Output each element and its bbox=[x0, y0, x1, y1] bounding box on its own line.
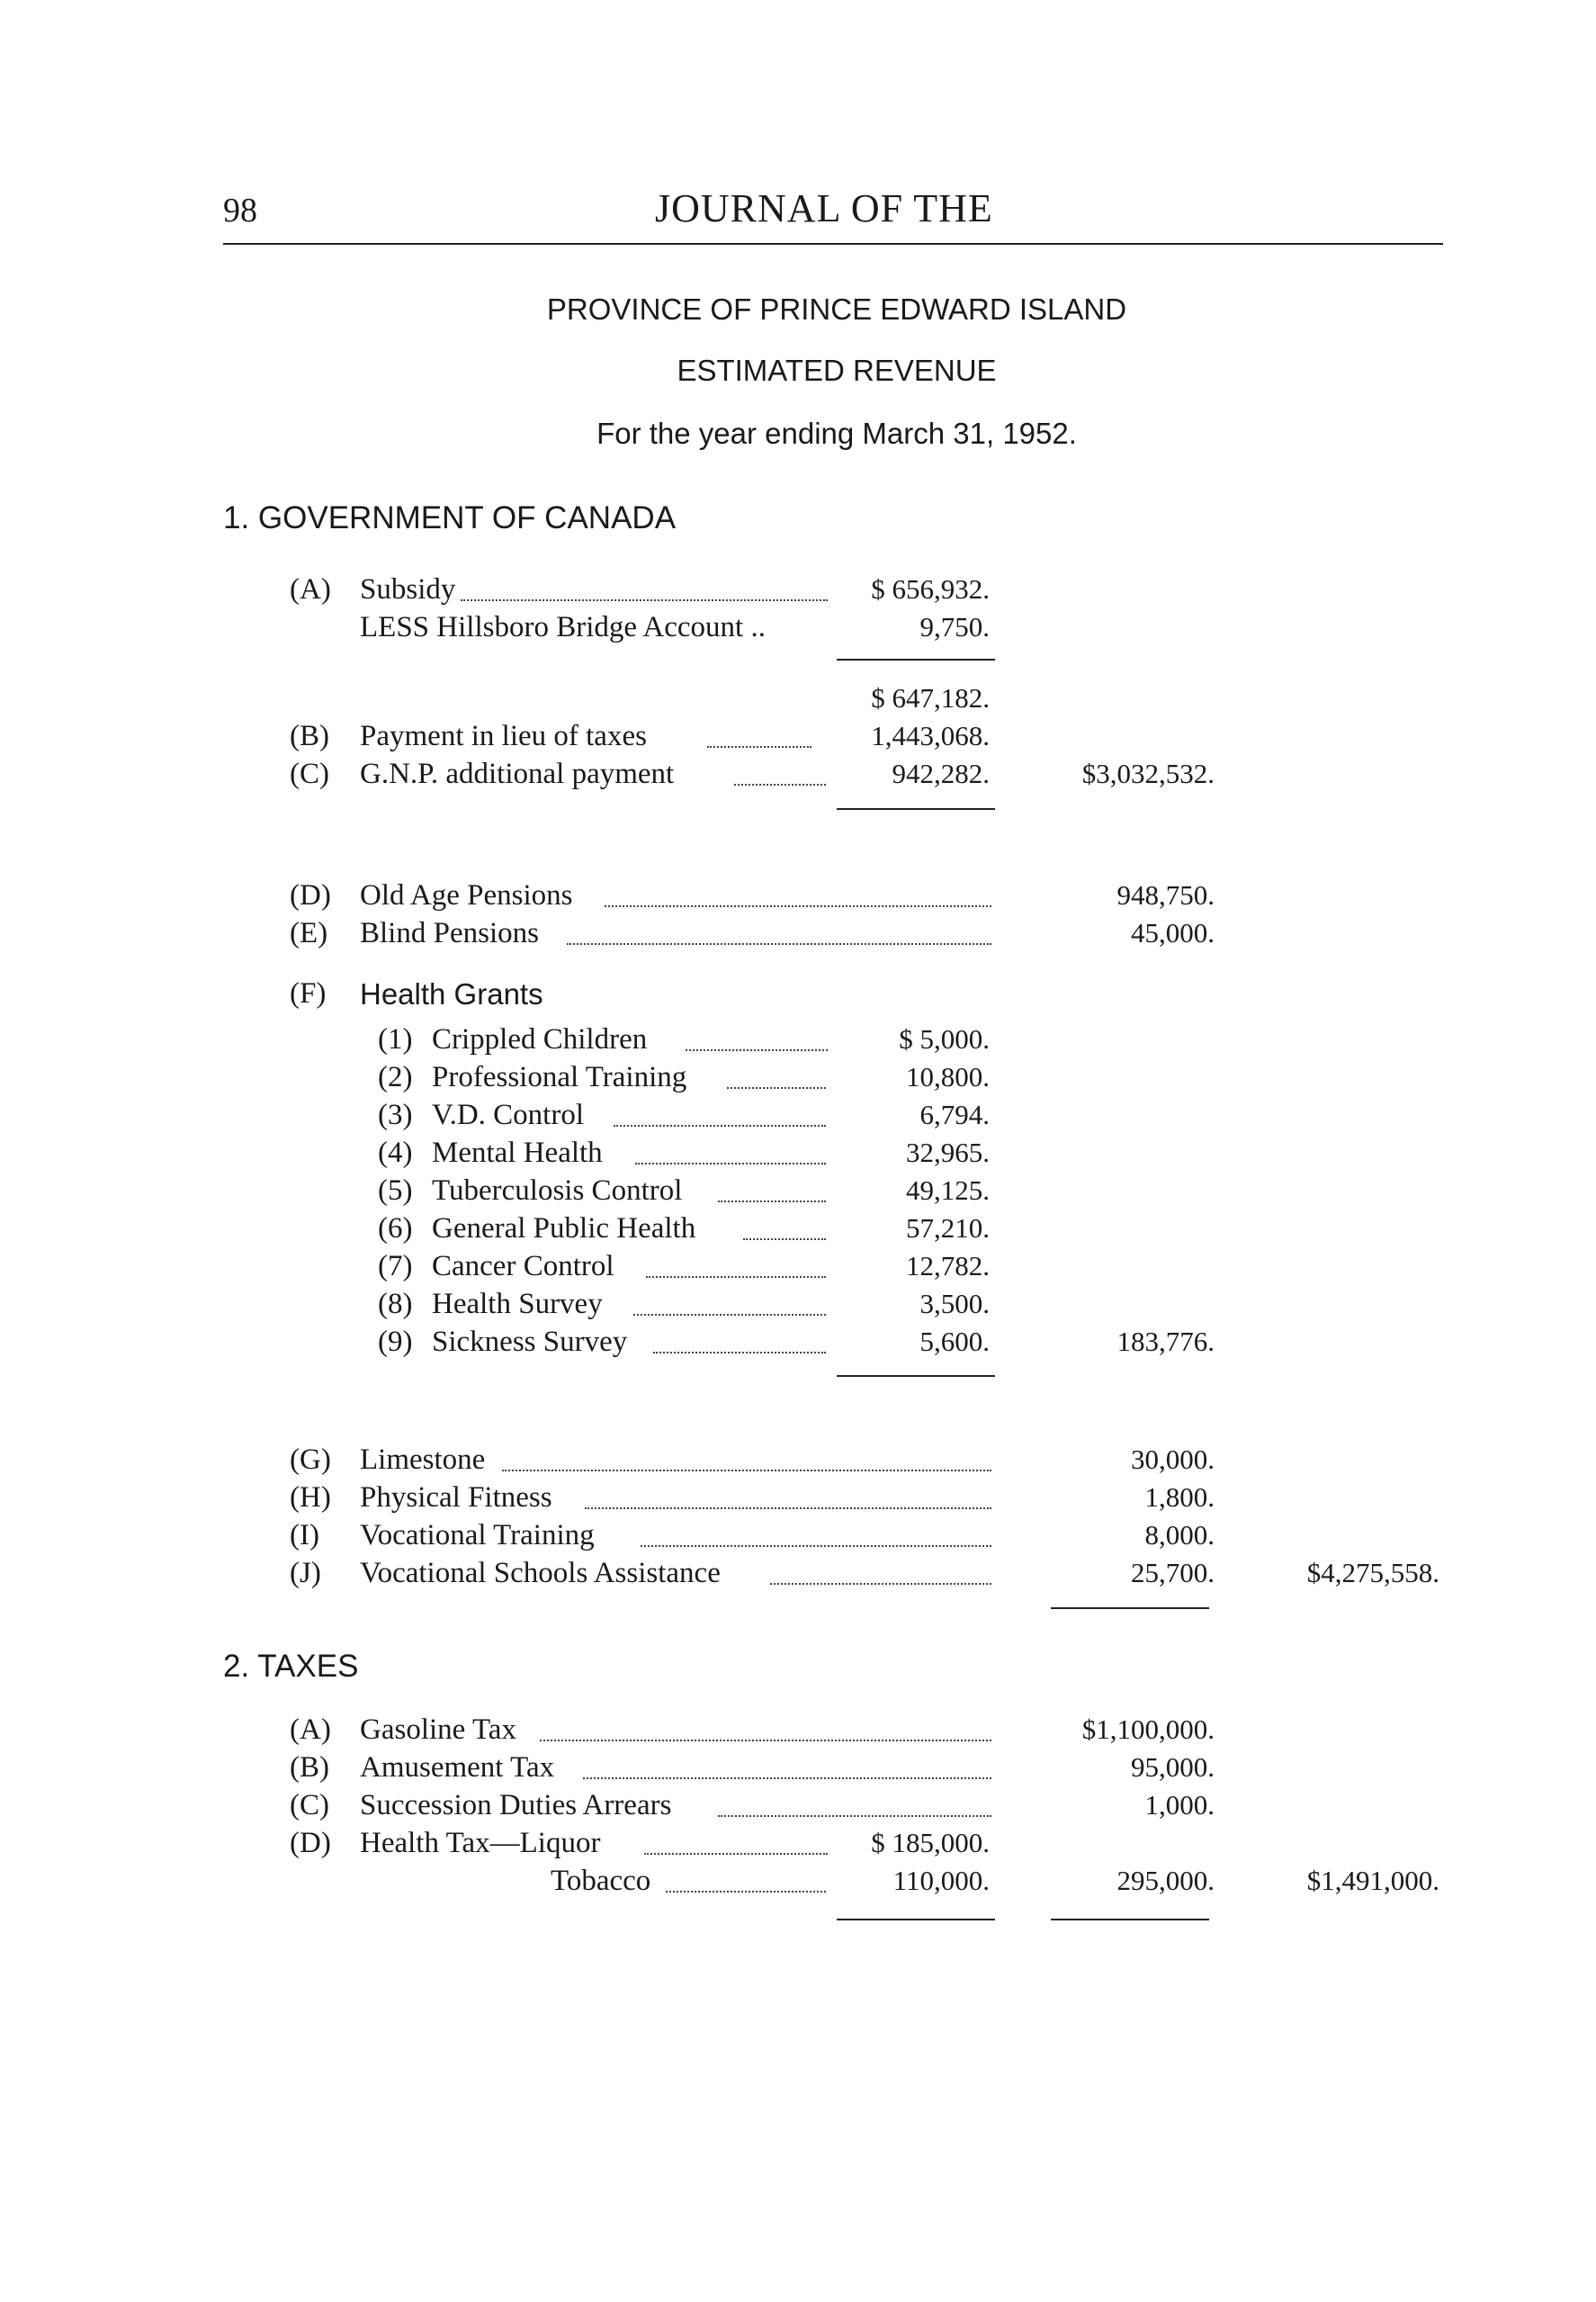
grant-number: (5) bbox=[378, 1174, 413, 1207]
leader-dots bbox=[633, 1314, 826, 1316]
item-letter: (J) bbox=[290, 1557, 321, 1589]
item-letter: (D) bbox=[290, 879, 331, 912]
subtotal-rule bbox=[1051, 1919, 1209, 1920]
grant-number: (9) bbox=[378, 1326, 413, 1358]
grant-label: V.D. Control bbox=[432, 1099, 584, 1131]
value-physical-fitness: 1,800. bbox=[1144, 1481, 1215, 1513]
item-letter: (C) bbox=[290, 758, 329, 790]
item-label-vocational-schools: Vocational Schools Assistance bbox=[360, 1557, 721, 1589]
item-label-less-bridge: LESS Hillsboro Bridge Account .. bbox=[360, 611, 766, 643]
title-province: PROVINCE OF PRINCE EDWARD ISLAND bbox=[546, 292, 1127, 326]
item-letter: (B) bbox=[290, 720, 329, 752]
item-letter: (I) bbox=[290, 1519, 319, 1551]
leader-dots bbox=[707, 746, 811, 748]
grant-label: Sickness Survey bbox=[432, 1326, 628, 1358]
grant-number: (6) bbox=[378, 1212, 413, 1245]
item-letter: (E) bbox=[290, 917, 328, 949]
title-estimated-revenue: ESTIMATED REVENUE bbox=[677, 354, 997, 387]
leader-dots bbox=[718, 1815, 991, 1817]
header-rule bbox=[223, 243, 1443, 245]
grant-value: 10,800. bbox=[906, 1061, 990, 1093]
subtotal-rule bbox=[837, 659, 995, 661]
subtotal-rule bbox=[837, 1919, 995, 1920]
value-net-subsidy: $ 647,182. bbox=[871, 682, 990, 714]
grant-label: Crippled Children bbox=[432, 1023, 648, 1056]
item-label-succession-duties: Succession Duties Arrears bbox=[360, 1789, 672, 1821]
item-label-gasoline-tax: Gasoline Tax bbox=[360, 1713, 516, 1746]
item-letter: (F) bbox=[290, 977, 327, 1010]
item-label-physical-fitness: Physical Fitness bbox=[360, 1481, 552, 1514]
value-amusement-tax: 95,000. bbox=[1131, 1751, 1215, 1783]
value-vocational-schools: 25,700. bbox=[1131, 1557, 1215, 1588]
leader-dots bbox=[635, 1163, 826, 1164]
total-section-taxes: $1,491,000. bbox=[1306, 1865, 1439, 1896]
total-section-government: $4,275,558. bbox=[1306, 1557, 1439, 1588]
item-letter: (G) bbox=[290, 1443, 331, 1476]
leader-dots bbox=[666, 1891, 826, 1893]
grant-value: 6,794. bbox=[919, 1099, 990, 1130]
leader-dots bbox=[605, 905, 991, 907]
grant-value: 32,965. bbox=[906, 1137, 990, 1168]
value-succession-duties: 1,000. bbox=[1144, 1789, 1215, 1821]
leader-dots bbox=[583, 1777, 991, 1779]
value-blind-pensions: 45,000. bbox=[1131, 917, 1215, 949]
value-gasoline-tax: $1,100,000. bbox=[1081, 1713, 1215, 1745]
grant-label: Mental Health bbox=[432, 1137, 603, 1169]
leader-dots bbox=[641, 1545, 991, 1547]
total-government-grants: $3,032,532. bbox=[1081, 758, 1215, 789]
item-letter: (D) bbox=[290, 1827, 331, 1859]
grant-value: $ 5,000. bbox=[899, 1023, 990, 1055]
leader-dots bbox=[567, 943, 991, 945]
leader-dots bbox=[614, 1125, 826, 1127]
subtotal-rule bbox=[1051, 1607, 1209, 1609]
grant-value: 49,125. bbox=[906, 1174, 990, 1206]
grant-number: (4) bbox=[378, 1137, 413, 1169]
item-label-amusement-tax: Amusement Tax bbox=[360, 1751, 555, 1784]
item-label-subsidy: Subsidy bbox=[360, 573, 456, 606]
item-letter: (H) bbox=[290, 1481, 331, 1514]
item-label-limestone: Limestone bbox=[360, 1443, 486, 1476]
grant-number: (8) bbox=[378, 1288, 413, 1320]
grant-label: Health Survey bbox=[432, 1288, 603, 1320]
subtotal-rule bbox=[837, 808, 995, 810]
grant-value: 57,210. bbox=[906, 1212, 990, 1244]
leader-dots bbox=[644, 1853, 828, 1855]
value-health-tax-liquor: $ 185,000. bbox=[871, 1827, 990, 1858]
subtotal-rule bbox=[837, 1375, 995, 1377]
value-vocational-training: 8,000. bbox=[1144, 1519, 1215, 1551]
page-number: 98 bbox=[223, 192, 257, 229]
grant-number: (1) bbox=[378, 1023, 413, 1056]
value-tobacco: 110,000. bbox=[892, 1865, 990, 1896]
grant-label: General Public Health bbox=[432, 1212, 696, 1245]
grant-number: (3) bbox=[378, 1099, 413, 1131]
value-less-bridge: 9,750. bbox=[919, 611, 990, 643]
leader-dots bbox=[646, 1276, 826, 1278]
item-letter: (B) bbox=[290, 1751, 329, 1784]
leader-dots bbox=[770, 1583, 991, 1585]
grant-value: 12,782. bbox=[906, 1250, 990, 1281]
item-letter: (A) bbox=[290, 573, 331, 606]
leader-dots bbox=[653, 1352, 826, 1353]
value-gnp: 942,282. bbox=[892, 758, 990, 789]
total-health-grants: 183,776. bbox=[1116, 1326, 1215, 1357]
leader-dots bbox=[540, 1740, 991, 1741]
grant-value: 5,600. bbox=[919, 1326, 990, 1357]
grant-label: Tuberculosis Control bbox=[432, 1174, 683, 1207]
value-payment-in-lieu: 1,443,068. bbox=[871, 720, 990, 751]
leader-dots bbox=[461, 599, 828, 601]
section-heading-government: 1. GOVERNMENT OF CANADA bbox=[223, 500, 677, 535]
item-letter: (A) bbox=[290, 1713, 331, 1746]
title-fiscal-year: For the year ending March 31, 1952. bbox=[596, 417, 1077, 450]
grant-label: Cancer Control bbox=[432, 1250, 614, 1282]
grant-label: Professional Training bbox=[432, 1061, 687, 1093]
leader-dots bbox=[686, 1049, 828, 1051]
value-subsidy: $ 656,932. bbox=[871, 573, 990, 605]
value-old-age-pensions: 948,750. bbox=[1116, 879, 1215, 911]
running-head: JOURNAL OF THE bbox=[655, 186, 993, 230]
item-label-health-tax-liquor: Health Tax—Liquor bbox=[360, 1827, 601, 1859]
item-label-health-grants: Health Grants bbox=[360, 977, 543, 1011]
item-label-tobacco: Tobacco bbox=[551, 1865, 651, 1897]
value-limestone: 30,000. bbox=[1131, 1443, 1215, 1475]
item-label-vocational-training: Vocational Training bbox=[360, 1519, 595, 1551]
leader-dots bbox=[502, 1470, 991, 1471]
item-label-blind-pensions: Blind Pensions bbox=[360, 917, 539, 949]
leader-dots bbox=[585, 1507, 991, 1509]
grant-value: 3,500. bbox=[919, 1288, 990, 1319]
total-health-tax: 295,000. bbox=[1116, 1865, 1215, 1896]
item-label-old-age-pensions: Old Age Pensions bbox=[360, 879, 573, 912]
section-heading-taxes: 2. TAXES bbox=[223, 1649, 359, 1684]
grant-number: (2) bbox=[378, 1061, 413, 1093]
item-letter: (C) bbox=[290, 1789, 329, 1821]
item-label-payment-in-lieu: Payment in lieu of taxes bbox=[360, 720, 647, 752]
grant-number: (7) bbox=[378, 1250, 413, 1282]
item-label-gnp: G.N.P. additional payment bbox=[360, 758, 675, 790]
